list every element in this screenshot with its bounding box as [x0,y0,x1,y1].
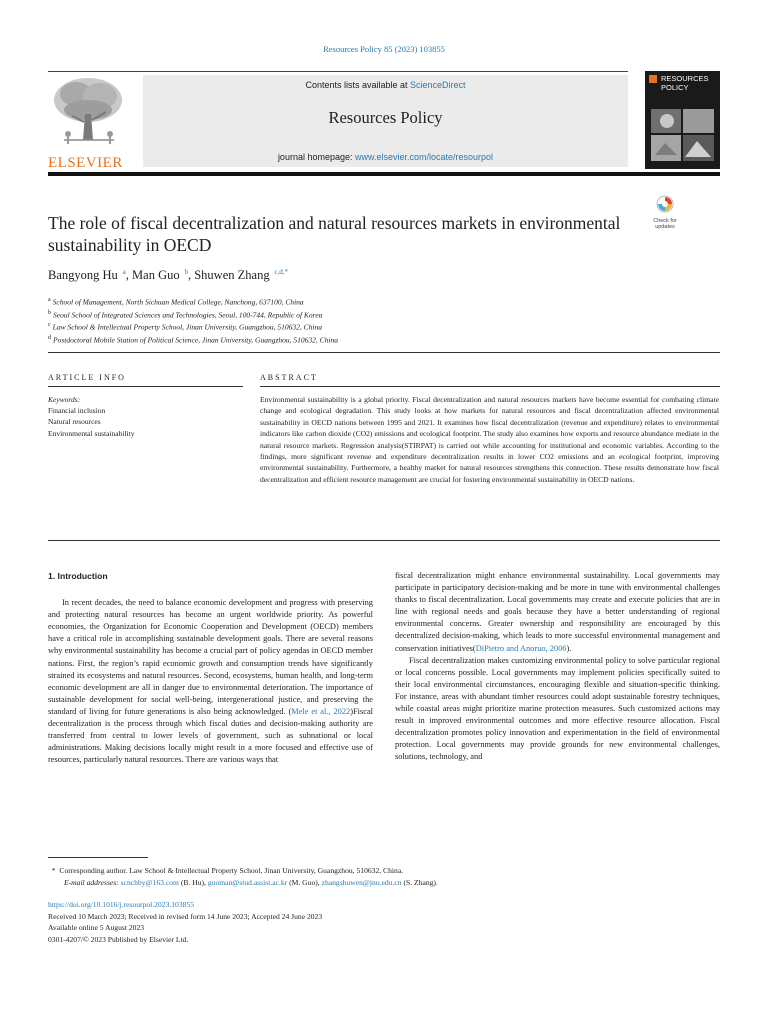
divider [260,386,720,387]
check-label-line1: Check for [653,218,677,224]
journal-cover-thumbnail[interactable] [645,71,720,169]
corresponding-author-note: * Corresponding author. Law School & Intellectual Property School, Jinan University, Guangzhou, 510632, China. [48,866,404,875]
elsevier-wordmark: ELSEVIER [48,155,123,171]
keywords-label: Keywords: [48,395,81,404]
elsevier-logo[interactable] [48,74,130,171]
footnotes [48,865,720,889]
cover-title-line1: RESOURCES [661,74,709,83]
elsevier-tree-icon [48,74,130,152]
author-name[interactable]: Man Guo [132,268,180,283]
check-for-updates-icon [656,195,674,213]
masthead-bottom-rule [48,172,720,176]
affiliation-item: $^c$ Law School & Intellectual Property School, Jinan University, Guangzhou, 510632, China [48,322,322,332]
email-link[interactable]: guoman@stud.assist.ac.kr [207,878,288,887]
sciencedirect-link[interactable]: ScienceDirect [410,80,466,90]
author-name[interactable]: Bangyong Hu [48,268,118,283]
body-column-left [48,570,373,766]
body-paragraph: fiscal decentralization might enhance environmental sustainability. Local governments may participate in participatory decision-making and be more in tune with environmental challenges thanks to fiscal decentralization. Local governments may create and execute policies that are in line with regional needs and goals because they have a better understanding of regional environmental concerns. Greater ownership and responsibility are encouraged by this decentralized decision-making, which leads to more successful environmental management and conservation initiatives(DiPietro and Anoruo, 2006). [395,571,720,653]
asterisk-marker: * [48,866,60,875]
keyword-item: Natural resources [48,417,101,427]
citation-link[interactable]: Mele et al., 2022 [291,706,351,716]
contents-availability-line [143,80,628,90]
keyword-item: Financial inclusion [48,406,106,416]
author-affiliation-marker[interactable]: b [184,268,188,276]
divider [48,540,720,541]
masthead-top-rule [48,71,628,72]
keyword-item: Environmental sustainability [48,428,135,438]
author-name[interactable]: Shuwen Zhang [194,268,270,283]
journal-homepage-link[interactable]: www.elsevier.com/locate/resourpol [355,152,494,162]
received-dates: Received 10 March 2023; Received in revised form 14 June 2023; Accepted 24 June 2023 [48,911,323,921]
body-column-right [395,570,720,764]
section-title: 1. Introduction [48,571,108,581]
divider [48,386,243,387]
abstract-text: Environmental sustainability is a global priority. Fiscal decentralization and natural resources markets have become essential for combating climate change and ecological degradation. This study looks at how markets for natural resources and fiscal decentralization affected environmental sustainability in OECD nations between 1995 and 2021. It examines how fiscal decentralization (revenue and expenditure) relates to environmental indicators like carbon dioxide (CO2) emissions and ecological footprint. The study also examines how exports and resource abundance mediate in the natural resource markets. Regression analysis(STIRPAT) is carried out while accounting for institutional and economic variables. According to the findings, more significant revenue and expenditure decentralization results in lower CO2 emissions and an ecological footprint, improving environmental sustainability. Furthermore, a healthy market for natural resources strengthens this connection. These results demonstrate how fiscal decentralization and efficient resource management are crucial for fostering environmental sustainability in OECD nations. [260,395,719,484]
online-date: Available online 5 August 2023 [48,923,145,933]
journal-homepage-line [143,152,628,162]
divider [48,352,720,353]
citation-link[interactable]: DiPietro and Anoruo, 2006 [475,643,567,653]
check-for-updates-badge[interactable] [648,195,682,231]
affiliation-item: $^a$ School of Management, North Sichuan Medical College, Nanchong, 637100, China [48,297,304,307]
journal-title: Resources Policy [328,108,443,127]
journal-reference[interactable]: Resources Policy 85 (2023) 103855 [323,44,445,54]
email-addresses: E-mail addresses: scnchby@163.com (B. Hu), guoman@stud.assist.ac.kr (M. Guo), zhangshuwen@jnu.edu.cn (S. Zhang). [64,878,438,887]
email-label: E-mail addresses: [64,878,119,887]
contents-prefix: Contents lists available at [305,80,411,90]
email-link[interactable]: scnchby@163.com [120,878,179,887]
abstract-heading: ABSTRACT [260,373,318,382]
affiliation-item: $^d$ Postdoctoral Mobile Station of Political Science, Jinan University, Guangzhou, 510632, China [48,334,338,344]
affiliations [48,295,698,345]
author-list: Bangyong Hu $^a$, Man Guo $^b$, Shuwen Zhang $^{c,d,*}$ [48,268,289,283]
email-link[interactable]: zhangshuwen@jnu.edu.cn [321,878,402,887]
author-affiliation-marker[interactable]: a [122,268,126,276]
cover-title-line2: POLICY [661,83,689,92]
keywords-block [48,394,248,439]
cover-image [645,71,720,169]
check-label-line2: updates [655,224,675,230]
body-paragraph: Fiscal decentralization makes customizing environmental policy to solve particular regional or local concerns possible. Local governments may implement policies specifically suited to their local environmental circumstances, encouraging flexible and situation-specific thinking. For instance, areas with abundant timber resources could adopt sustainable forestry techniques, while coastal areas might prioritize marine protection measures. Such customized actions may result in improved environmental outcomes and more effective resource allocation. Fiscal decentralization promotes policy innovation and experimentation in the field of environmental protection. Local governments may provide grounds for new environmental challenges, solutions, technology, and [395,655,720,762]
article-metadata [48,899,720,946]
homepage-prefix: journal homepage: [277,152,355,162]
body-paragraph: In recent decades, the need to balance economic development and progress with preserving and protecting natural resources has become an urgent worldwide priority. As powerful economies, the Organization for Economic Cooperation and Development (OECD) members have a critical role in accomplishing sustainable development goals. There are several reasons why environmental sustainability has become a crucial part of policy agendas in OECD member nations. First, the region’s rapid economic growth and consumption trends have significantly strained its ecosystems and natural resources. Second, ecosystems, human health, and long-term economic development are all in danger due to environmental deterioration. The importance of sustainable development for social well-being, intergenerational justice, and preserving the standard of living for future generations is also being acknowledged. (Mele et al., 2022)Fiscal decentralization is the process through which fiscal duties and decision-making authority are transferred from central to lower levels of government, such as subnational or local administrations. Making decisions locally might result in a more focused and effective use of resources, particularly natural resources. There are various ways that [48,598,373,765]
doi-link[interactable]: https://doi.org/10.1016/j.resourpol.2023.103855 [48,900,195,909]
check-for-updates-label [648,218,682,230]
article-info-heading: ARTICLE INFO [48,373,126,382]
author-affiliation-marker[interactable]: c,d,* [274,268,289,276]
article-title: The role of fiscal decentralization and natural resources markets in environmental sustainability in OECD [48,213,621,255]
copyright-line: 0301-4207/© 2023 Published by Elsevier Ltd. [48,935,189,945]
affiliation-item: $^b$ Seoul School of Integrated Sciences and Technologies, Seoul, 100-744, Republic of Korea [48,309,323,319]
footnote-divider [48,857,148,858]
